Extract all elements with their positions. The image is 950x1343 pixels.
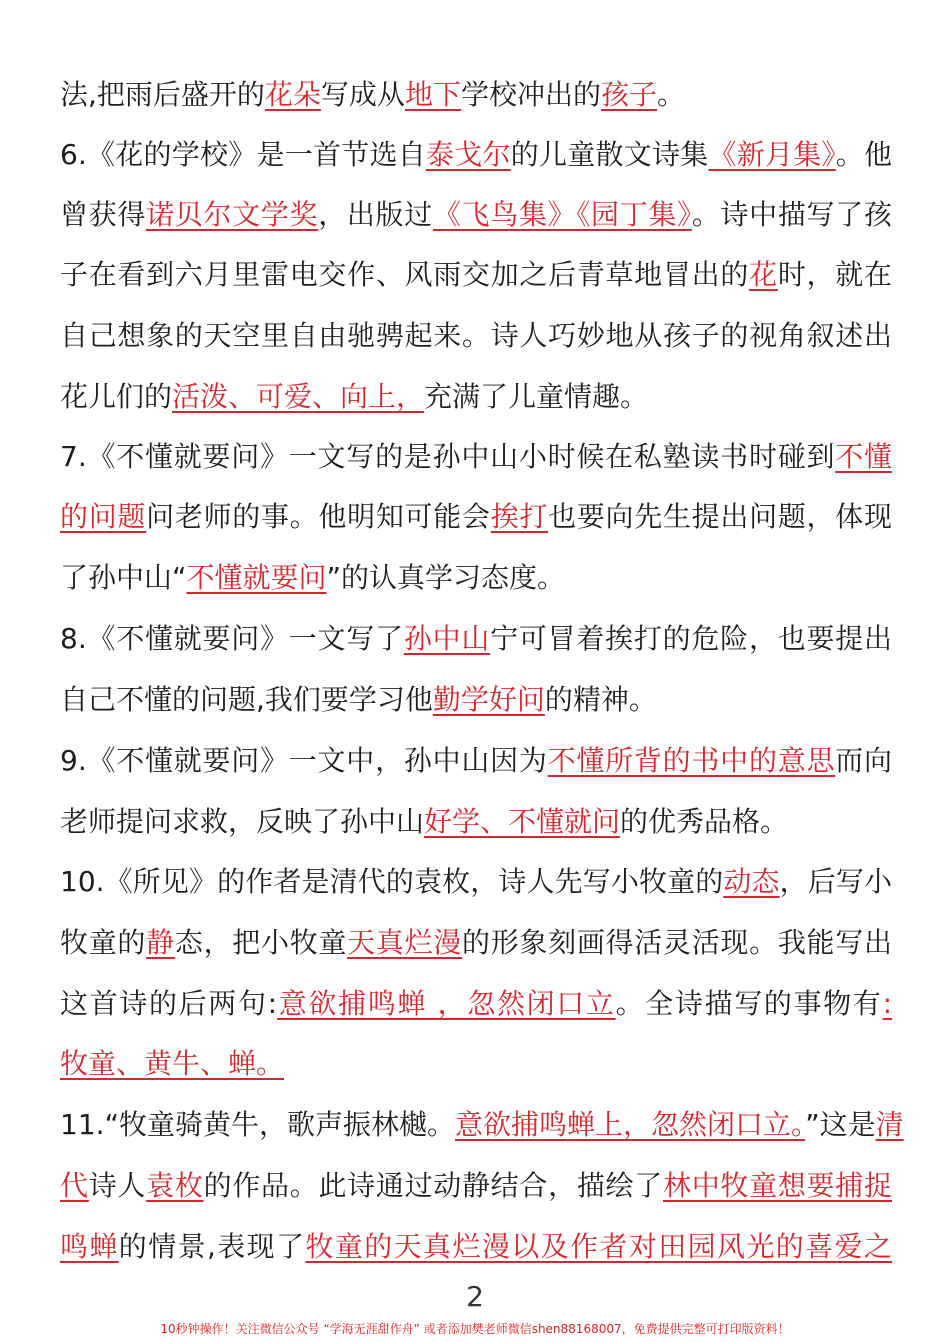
text-segment: ，后写小: [779, 865, 892, 898]
answer-highlight: 鸣蝉: [60, 1230, 119, 1263]
text-segment: 。他: [835, 138, 892, 171]
text-segment: 。: [656, 78, 685, 111]
text-line: [60, 675, 892, 725]
answer-highlight: 动态: [723, 865, 780, 898]
text-line: [60, 797, 892, 847]
text-segment: 这首诗的后两句:: [60, 987, 278, 1020]
text-line: [60, 553, 892, 603]
answer-highlight: 地下: [404, 78, 461, 111]
text-segment: 的儿童散文诗集: [510, 138, 709, 171]
text-line: [60, 70, 892, 120]
text-segment: 宁可冒着挨打的危险，也要提出: [490, 622, 892, 655]
text-segment: 学校冲出的: [460, 78, 601, 111]
text-segment: 写成从: [320, 78, 405, 111]
text-line: [60, 190, 892, 240]
text-line: [60, 736, 892, 786]
text-segment: 自己想象的天空里自由驰骋起来。诗人巧妙地从孩子的视角叙述出: [60, 319, 892, 352]
answer-highlight: 静: [146, 926, 175, 959]
answer-highlight: 好学、不懂就问: [424, 805, 621, 838]
text-segment: 的形象刻画得活灵活现。我能写出: [462, 926, 892, 959]
text-line: [60, 1039, 892, 1089]
text-segment: 态，把小牧童: [174, 926, 348, 959]
text-segment: 诗人: [88, 1169, 147, 1202]
answer-highlight: 意欲捕鸣蝉 ，忽然闭口立: [277, 987, 616, 1020]
answer-highlight: 的问题: [60, 500, 147, 533]
footer-promo-text: 10秒钟操作！关注微信公众号 “学海无涯甜作舟” 或者添加樊老师微信shen88168007，免费提供完整可打印版资料！: [160, 1322, 790, 1336]
text-line: [60, 979, 892, 1029]
answer-highlight: 诺贝尔文学奖: [146, 198, 319, 231]
text-segment: 的优秀品格。: [620, 805, 789, 838]
text-segment: 。全诗描写的事物有: [615, 987, 883, 1020]
answer-highlight: 不懂: [835, 440, 892, 473]
answer-highlight: 牧童、黄牛、蝉。: [60, 1047, 285, 1080]
text-segment: 法,把雨后盛开的: [60, 78, 265, 111]
answer-highlight: 袁枚: [146, 1169, 204, 1202]
text-segment: ”这是: [805, 1108, 876, 1141]
text-segment: 8.《不懂就要问》一文写了: [60, 622, 404, 655]
text-line: [60, 250, 892, 300]
text-segment: 也要向先生提出问题，体现: [548, 500, 892, 533]
text-segment: 。诗中描写了孩: [691, 198, 892, 231]
text-segment: 的作品。此诗通过动静结合，描绘了: [203, 1169, 663, 1202]
answer-highlight: 花朵: [264, 78, 321, 111]
answer-highlight: 清: [875, 1108, 904, 1141]
text-segment: 10.《所见》的作者是清代的袁枚，诗人先写小牧童的: [60, 865, 724, 898]
answer-highlight: 不懂所背的书中的意思: [547, 744, 836, 777]
answer-highlight: :: [882, 987, 892, 1020]
text-line: [60, 130, 892, 180]
text-segment: 7.《不懂就要问》一文写的是孙中山小时候在私塾读书时碰到: [60, 440, 836, 473]
text-segment: 的情景,表现了: [118, 1230, 306, 1263]
text-line: [60, 918, 892, 968]
answer-highlight: 孙中山: [403, 622, 491, 655]
answer-highlight: 活泼、可爱、向上，: [172, 380, 425, 413]
answer-highlight: 泰戈尔: [425, 138, 511, 171]
text-segment: 了孙中山“: [60, 561, 187, 594]
answer-highlight: 《飞鸟集》《园丁集》: [432, 198, 692, 231]
answer-highlight: 花: [749, 258, 778, 291]
answer-highlight: 林中牧童想要捕捉: [662, 1169, 892, 1202]
text-line: [60, 1222, 892, 1272]
text-segment: 充满了儿童情趣。: [424, 380, 649, 413]
text-line: [60, 432, 892, 482]
text-segment: 问老师的事。他明知可能会: [146, 500, 491, 533]
answer-highlight: 天真烂漫: [347, 926, 462, 959]
text-segment: 花儿们的: [60, 380, 173, 413]
text-segment: 时，就在: [777, 258, 892, 291]
answer-highlight: 意欲捕鸣蝉上，忽然闭口立。: [455, 1108, 806, 1141]
text-line: [60, 1161, 892, 1211]
text-segment: 而向: [835, 744, 892, 777]
text-line: [60, 311, 892, 361]
text-segment: ”的认真学习态度。: [326, 561, 566, 594]
answer-highlight: 牧童的天真烂漫以及作者对田园风光的喜爱之: [305, 1230, 892, 1263]
text-line: [60, 857, 892, 907]
text-segment: 子在看到六月里雷电交作、风雨交加之后青草地冒出的: [60, 258, 750, 291]
page-number: 2: [466, 1280, 484, 1313]
text-segment: 自己不懂的问题,我们要学习他: [60, 683, 433, 716]
text-line: [60, 614, 892, 664]
answer-highlight: 《新月集》: [708, 138, 836, 171]
text-line: [60, 492, 892, 542]
text-segment: 牧童的: [60, 926, 147, 959]
text-segment: 曾获得: [60, 198, 147, 231]
answer-highlight: 孩子: [600, 78, 657, 111]
text-segment: ，出版过: [318, 198, 433, 231]
text-line: [60, 1100, 904, 1150]
answer-highlight: 代: [60, 1169, 89, 1202]
text-line: [60, 372, 892, 422]
answer-highlight: 勤学好问: [432, 683, 545, 716]
answer-highlight: 不懂就要问: [186, 561, 327, 594]
text-segment: 11.“牧童骑黄牛，歌声振林樾。: [60, 1108, 456, 1141]
answer-highlight: 挨打: [490, 500, 549, 533]
text-segment: 老师提问求救，反映了孙中山: [60, 805, 425, 838]
text-segment: 9.《不懂就要问》一文中，孙中山因为: [60, 744, 548, 777]
text-segment: 6.《花的学校》是一首节选自: [60, 138, 426, 171]
text-segment: 的精神。: [544, 683, 657, 716]
